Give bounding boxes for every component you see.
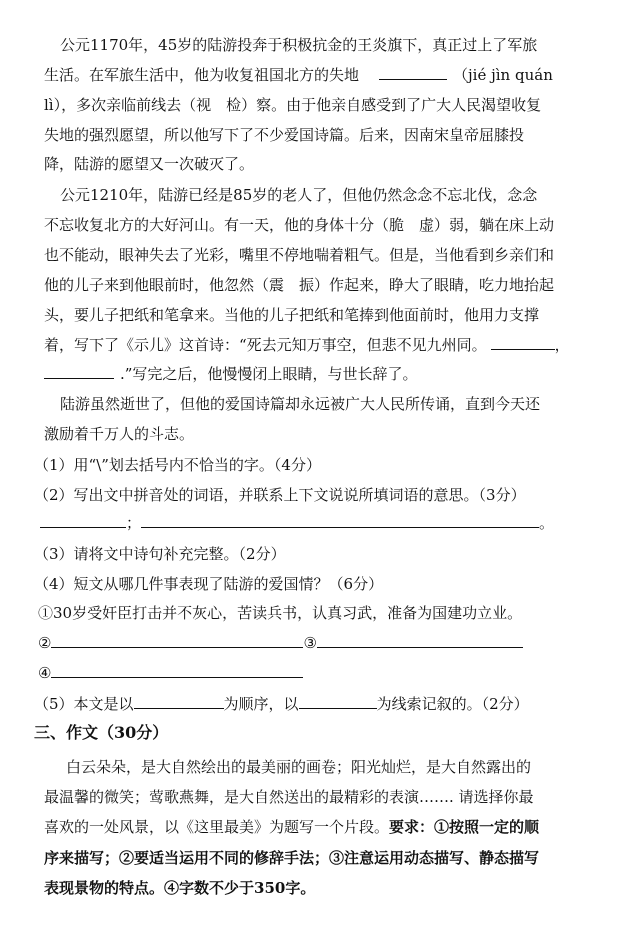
p2-line-7 xyxy=(44,363,417,385)
item-2-blank[interactable] xyxy=(51,633,303,648)
composition-line-3 xyxy=(44,816,539,838)
p1-line-4: 失地的强烈愿望，所以他写下了不少爱国诗篇。后来，因南宋皇帝屈膝投 xyxy=(44,126,525,144)
requirements-line-2: 序来描写；②要适当运用不同的修辞手法；③注意运用动态描写、静态描写 xyxy=(44,849,540,867)
item-4-blank[interactable] xyxy=(51,663,303,678)
p2-line-7-text: .”写完之后，他慢慢闭上眼睛，与世长辞了。 xyxy=(120,365,418,383)
q5-text-1: （5）本文是以 xyxy=(34,695,134,713)
p3-line-2: 激励着千万人的斗志。 xyxy=(44,425,195,443)
question-4-item-4 xyxy=(38,662,303,684)
pinyin-answer-blank[interactable] xyxy=(379,65,447,80)
question-4-items-2-3 xyxy=(38,632,523,654)
order-blank[interactable] xyxy=(134,694,224,709)
clue-blank[interactable] xyxy=(299,694,377,709)
composition-line-2: 最温馨的微笑；莺歌燕舞，是大自然送出的最精彩的表演……. 请选择你最 xyxy=(44,788,534,806)
item-3-marker: ③ xyxy=(303,634,317,652)
p1-line-2-text: 生活。在军旅生活中，他为收复祖国北方的失地 xyxy=(44,66,360,84)
p1-line-5: 降，陆游的愿望又一次破灭了。 xyxy=(44,155,255,173)
p2-line-4: 他的儿子来到他眼前时，他忽然（震 振）作起来，睁大了眼睛，吃力地抬起 xyxy=(44,276,555,294)
item-4-marker: ④ xyxy=(38,664,52,682)
composition-line-3-text: 喜欢的一处风景，以《这里最美》为题写一个片段。 xyxy=(44,818,390,836)
question-5 xyxy=(34,693,529,715)
q2-end: 。 xyxy=(539,514,555,532)
poem-blank-1[interactable] xyxy=(491,335,555,350)
q5-text-2: 为顺序，以 xyxy=(223,695,299,713)
question-4-item-1: ①30岁受奸臣打击并不灰心，苦读兵书，认真习武，准备为国建功立业。 xyxy=(38,604,523,622)
q2-separator: ； xyxy=(126,514,142,532)
p2-line-1: 公元1210年，陆游已经是85岁的老人了，但他仍然念念不忘北伐，念念 xyxy=(60,186,538,204)
requirements-start: 要求：①按照一定的顺 xyxy=(389,818,540,836)
p1-line-2 xyxy=(44,64,553,86)
p2-line-2: 不忘收复北方的大好河山。有一天，他的身体十分（脆 虚）弱，躺在床上动 xyxy=(44,216,555,234)
p1-line-1: 公元1170年，45岁的陆游投奔于积极抗金的王炎旗下，真正过上了军旅 xyxy=(60,36,538,54)
meaning-answer-blank[interactable] xyxy=(141,513,539,528)
item-3-blank[interactable] xyxy=(317,633,523,648)
poem-blank-2[interactable] xyxy=(44,364,114,379)
question-2-answer-line xyxy=(40,512,554,534)
composition-line-1: 白云朵朵，是大自然绘出的最美丽的画卷；阳光灿烂，是大自然露出的 xyxy=(66,758,532,776)
q5-text-3: 为线索记叙的。（2分） xyxy=(376,695,529,713)
p2-line-3: 也不能动，眼神失去了光彩，嘴里不停地喘着粗气。但是，当他看到乡亲们和 xyxy=(44,246,555,264)
question-4: （4）短文从哪几件事表现了陆游的爱国情？（6分） xyxy=(34,575,384,593)
requirements-line-3: 表现景物的特点。④字数不少于350字。 xyxy=(44,879,316,897)
p2-line-5: 头，要儿子把纸和笔拿来。当他的儿子把纸和笔捧到他面前时，他用力支撑 xyxy=(44,306,540,324)
p1-line-3: lì），多次亲临前线去（视 检）察。由于他亲自感受到了广大人民渴望收复 xyxy=(44,96,542,114)
composition-heading: 三、作文（30分） xyxy=(34,723,169,742)
item-2-marker: ② xyxy=(38,634,52,652)
p3-line-1: 陆游虽然逝世了，但他的爱国诗篇却永远被广大人民所传诵，直到今天还 xyxy=(60,395,541,413)
question-1: （1）用“\”划去括号内不恰当的字。（4分） xyxy=(34,456,321,474)
pinyin-text: （jié jìn quán xyxy=(453,66,553,84)
question-3: （3）请将文中诗句补充完整。（2分） xyxy=(34,545,286,563)
p2-line-6 xyxy=(44,334,570,356)
p2-line-6-text: 着，写下了《示儿》这首诗：“死去元知万事空，但悲不见九州同。 xyxy=(44,336,487,354)
question-2: （2）写出文中拼音处的词语，并联系上下文说说所填词语的意思。（3分） xyxy=(34,486,526,504)
poem-comma: ， xyxy=(554,336,570,354)
word-answer-blank[interactable] xyxy=(40,513,126,528)
